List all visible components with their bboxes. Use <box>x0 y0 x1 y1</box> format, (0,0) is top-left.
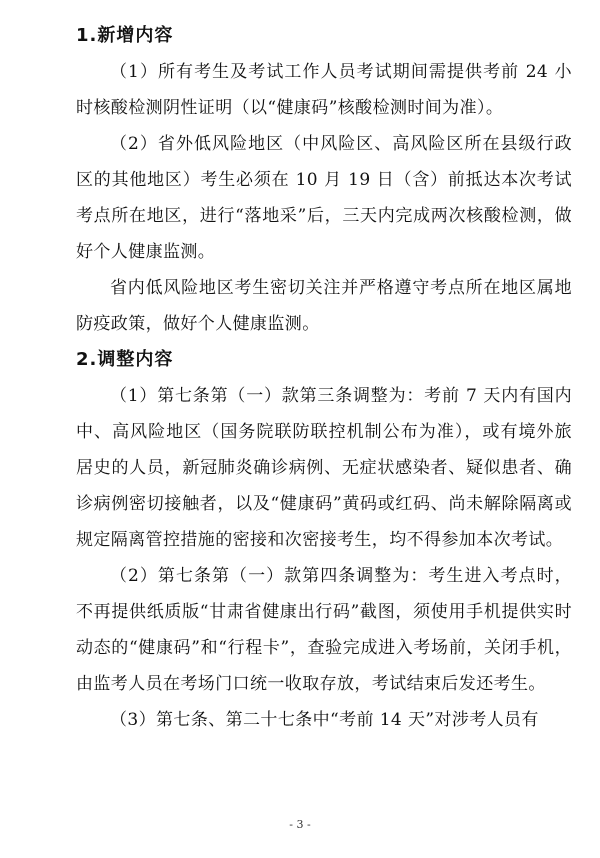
paragraph: （1）第七条第（一）款第三条调整为：考前 7 天内有国内中、高风险地区（国务院联防联控机制公布为准），或有境外旅居史的人员，新冠肺炎确诊病例、无症状感染者、疑似患者、确诊病例密切接触者，以及“健康码”黄码或红码、尚未解除隔离或规定隔离管控措施的密接和次密接考生，均不得参加本次考试。 <box>76 386 572 550</box>
paragraph: （3）第七条、第二十七条中“考前 14 天”对涉考人员有 <box>110 710 539 730</box>
page-number: - 3 - <box>289 818 311 831</box>
paragraph: （2）第七条第（一）款第四条调整为：考生进入考点时，不再提供纸质版“甘肃省健康出行码”截图，须使用手机提供实时动态的“健康码”和“行程卡”，查验完成进入考场前，关闭手机，由监考人员在考场门口统一收取存放，考试结束后发还考生。 <box>76 566 572 694</box>
section-heading-new: 1.新增内容 <box>76 25 174 46</box>
paragraph: 省内低风险地区考生密切关注并严格遵守考点所在地区属地防疫政策，做好个人健康监测。 <box>76 278 572 334</box>
paragraph: （2）省外低风险地区（中风险区、高风险区所在县级行政区的其他地区）考生必须在 10 月 19 日（含）前抵达本次考试考点所在地区，进行“落地采”后，三天内完成两次核酸检测，做好个人健康监测。 <box>76 134 572 262</box>
document-body <box>76 18 572 738</box>
paragraph: （1）所有考生及考试工作人员考试期间需提供考前 24 小时核酸检测阴性证明（以“健康码”核酸检测时间为准）。 <box>76 62 572 118</box>
section-heading-adjust: 2.调整内容 <box>76 349 174 370</box>
